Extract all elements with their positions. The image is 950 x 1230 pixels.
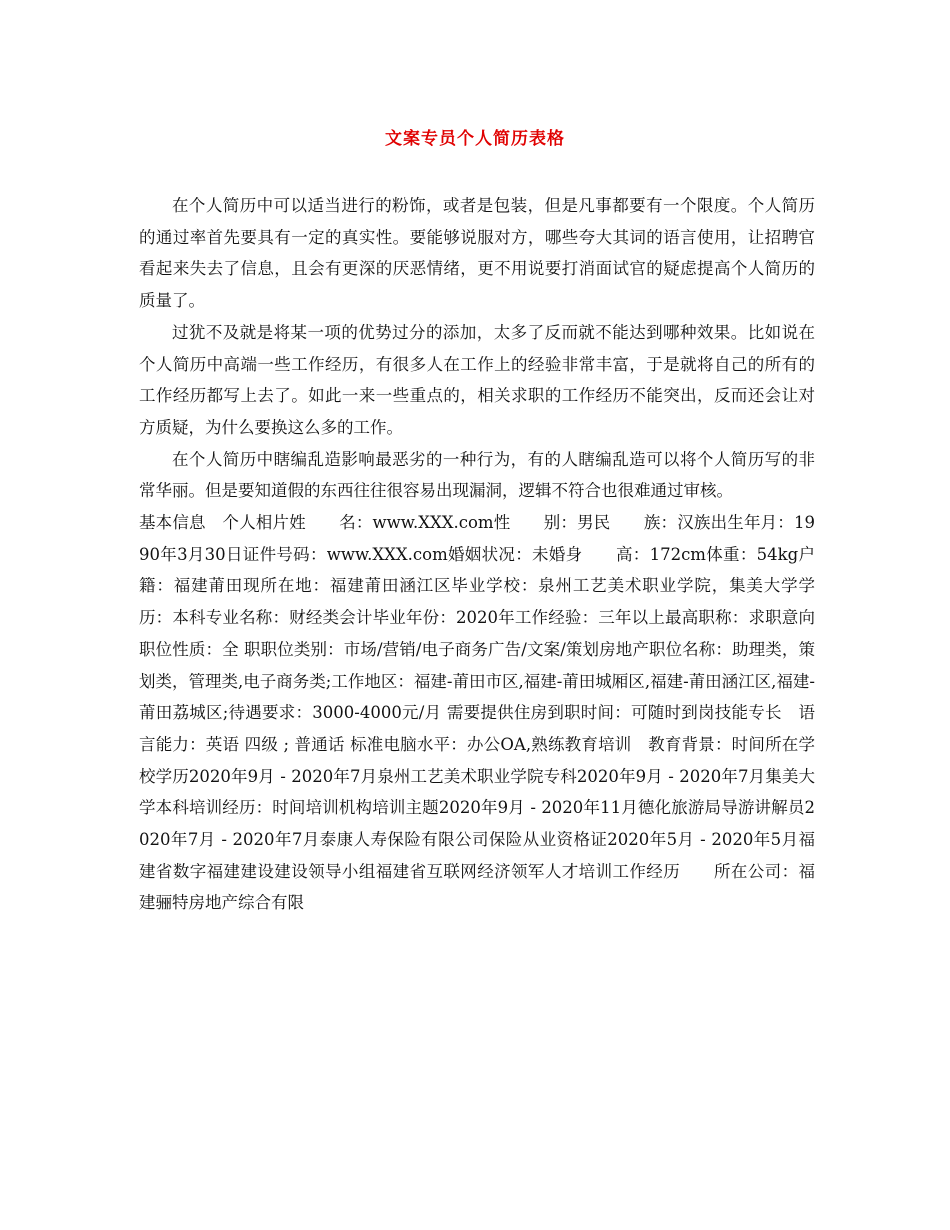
- paragraph-3: 在个人简历中瞎编乱造影响最恶劣的一种行为，有的人瞎编乱造可以将个人简历写的非常华丽。但是要知道假的东西往往很容易出现漏洞，逻辑不符合也很难通过审核。: [139, 449, 815, 501]
- document-body: [139, 190, 848, 919]
- paragraph-1: 在个人简历中可以适当进行的粉饰，或者是包装，但是凡事都要有一个限度。个人简历的通过率首先要具有一定的真实性。要能够说服对方，哪些夸大其词的语言使用，让招聘官看起来失去了信息，且会有更深的厌恶情绪，更不用说要打消面试官的疑虑提高个人简历的质量了。: [139, 196, 815, 311]
- document-title: 文案专员个人简历表格: [385, 129, 565, 149]
- paragraph-2: 过犹不及就是将某一项的优势过分的添加，太多了反而就不能达到哪种效果。比如说在个人简历中高端一些工作经历，有很多人在工作上的经验非常丰富，于是就将自己的所有的工作经历都写上去了。如此一来一些重点的，相关求职的工作经历不能突出，反而还会让对方质疑，为什么要换这么多的工作。: [139, 322, 815, 437]
- resume-info-block: 基本信息 个人相片姓 名：www.XXX.com性 别：男民 族：汉族出生年月：1990年3月30日证件号码：www.XXX.com婚姻状况：未婚身 高：172cm体重：54kg户 籍：福建莆田现所在地：福建莆田涵江区毕业学校：泉州工艺美术职业学院，集美大学学 历：本科专业名称：财经类会计毕业年份：2020年工作经验：三年以上最高职称：求职意向 职位性质：全 职职位类别：市场/营销/电子商务广告/文案/策划房地产职位名称：助理类，策划类，管理类,电子商务类;工作地区：福建-莆田市区,福建-莆田城厢区,福建-莆田涵江区,福建-莆田荔城区;待遇要求：3000-4000元/月 需要提供住房到职时间：可随时到岗技能专长 语言能力：英语 四级 ; 普通话 标准电脑水平：办公OA,熟练教育培训 教育背景：时间所在学校学历2020年9月 - 2020年7月泉州工艺美术职业学院专科2020年9月 - 2020年7月集美大学本科培训经历：时间培训机构培训主题2020年9月 - 2020年11月德化旅游局导游讲解员2020年7月 - 2020年7月泰康人寿保险有限公司保险从业资格证2020年5月 - 2020年5月福建省数字福建建设建设领导小组福建省互联网经济领军人才培训工作经历 所在公司：福建骊特房地产综合有限: [139, 513, 848, 913]
